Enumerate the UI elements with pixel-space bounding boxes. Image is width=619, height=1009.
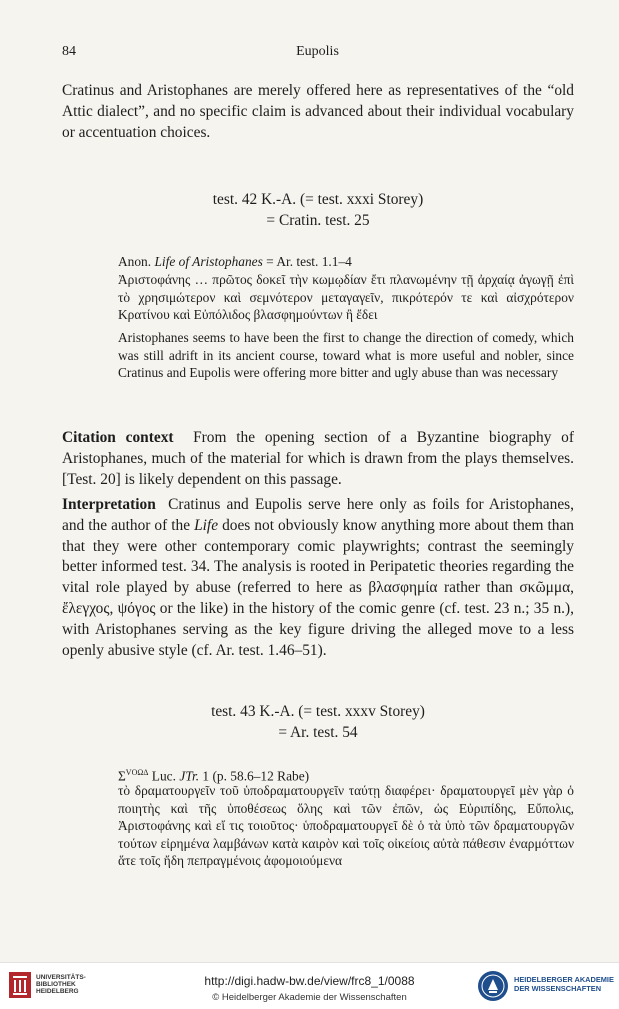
citation-context-label: Citation context: [62, 429, 174, 446]
test-42-heading-line1: test. 42 K.-A. (= test. xxxi Storey): [212, 191, 424, 208]
test-43-greek-text: τὸ δραματουργεῖν τοῦ ὑποδραματουργεῖν ταύτῃ διαφέρει· δραματουργεῖ μὲν γὰρ ὁ ποιητὴς καὶ τῆς ὑποθέσεως ὅλης καὶ τῶν ἐπῶν, ὡς Εὐριπίδης, Εὔπολις, Ἀριστοφάνης καὶ εἴ τις τοιοῦτος· ὑποδραματουργεῖ δὲ ὁ τὰ ὑπὸ τῶν δραματουργῶν τούτων εἰρημένα λαμβάνων κατὰ καιρὸν καὶ τοῖς οἰκείοις αὐτὰ πάθεσιν ἐναρμόττων ἅτε τοῖς ἤδη πεπραγμένοις ἀφομοιούμενα: [118, 783, 574, 869]
interpretation-paragraph: [62, 495, 574, 661]
test-43-heading-line2: = Ar. test. 54: [278, 724, 358, 741]
test-43-heading: [62, 701, 574, 743]
test-42-heading: [62, 189, 574, 231]
test-42-source-title: Life of Aristophanes: [154, 254, 263, 269]
test-42-source: [118, 253, 574, 271]
citation-context-text: From the opening section of a Byzantine biography of Aristophanes, much of the material for which is drawn from the plays themselves. [Test. 20] is likely dependent on this passage.: [62, 429, 575, 488]
scholia-manuscripts: VΟΩΔ: [125, 768, 149, 777]
interpretation-label: Interpretation: [62, 496, 156, 513]
test-43-source-suffix: 1 (p. 58.6–12 Rabe): [199, 768, 310, 784]
running-head: [62, 44, 573, 64]
running-title: Eupolis: [296, 44, 339, 59]
test-42-source-prefix: Anon.: [118, 254, 155, 269]
test-42-translation: Aristophanes seems to have been the first to change the direction of comedy, which was still adrift in its ancient course, toward what is more useful and nobler, since Cratinus and Eupolis were offering more bitter and ugly abuse than was necessary: [118, 330, 574, 381]
test-42-source-suffix: = Ar. test. 1.1–4: [262, 254, 352, 269]
page-number: 84: [62, 44, 76, 59]
interpretation-life: Life: [194, 516, 219, 534]
test-43-heading-line1: test. 43 K.-A. (= test. xxxv Storey): [211, 703, 425, 720]
test-42-heading-line2: = Cratin. test. 25: [266, 212, 370, 229]
test-43-source-prefix: Luc.: [148, 768, 180, 784]
test-42-greek-text: Ἀριστοφάνης … πρῶτος δοκεῖ τὴν κωμῳδίαν ἔτι πλανωμένην τῇ ἀρχαίᾳ ἀγωγῇ ἐπὶ τὸ χρησιμώτερον καὶ σεμνότερον μεταγαγεῖν, πικρότερόν τε καὶ αἰσχρότερον Κρατίνου καὶ Εὐπόλιδος βλασφημούντων ἢ ἔδει: [118, 272, 574, 323]
test-43-source-title: JTr.: [179, 768, 200, 784]
citation-context-paragraph: [62, 428, 574, 490]
academy-name[interactable]: HEIDELBERGER AKADEMIE DER WISSENSCHAFTEN: [514, 975, 614, 993]
viewer-footer: [0, 962, 619, 1009]
intro-paragraph: Cratinus and Aristophanes are merely offered here as representatives of the “old Attic dialect”, and no specific claim is advanced about their individual vocabulary or accentuation choices.: [62, 82, 574, 141]
university-library-name[interactable]: UNIVERSITÄTS- BIBLIOTHEK HEIDELBERG: [36, 974, 86, 995]
permalink-url[interactable]: http://digi.hadw-bw.de/view/frc8_1/0088: [204, 974, 415, 988]
interpretation-text-b: does not obviously know anything more about them than that they were other contemporary comic playwrights; contrast the seemingly better informed test. 34. The analysis is rooted in Peripatetic theories regarding the vital role played by abuse (referred to here as βλασφημία rather than σκῶμμα, ἔλεγχος, ψόγος or the like) in the history of the comic genre (cf. test. 23 n.; 35 n.), with Aristophanes serving as the key figure driving the alleged move to a less openly abusive style (cf. Ar. test. 1.46–51).: [62, 516, 574, 659]
interpretation-text-a: Cratinus and Eupolis serve here only as foils for Aristophanes, and the author of the: [62, 496, 574, 534]
scholia-sigma: Σ: [118, 768, 126, 784]
academy-seal-icon[interactable]: [477, 970, 509, 1002]
copyright-notice: © Heidelberger Akademie der Wissenschaften: [212, 992, 407, 1003]
